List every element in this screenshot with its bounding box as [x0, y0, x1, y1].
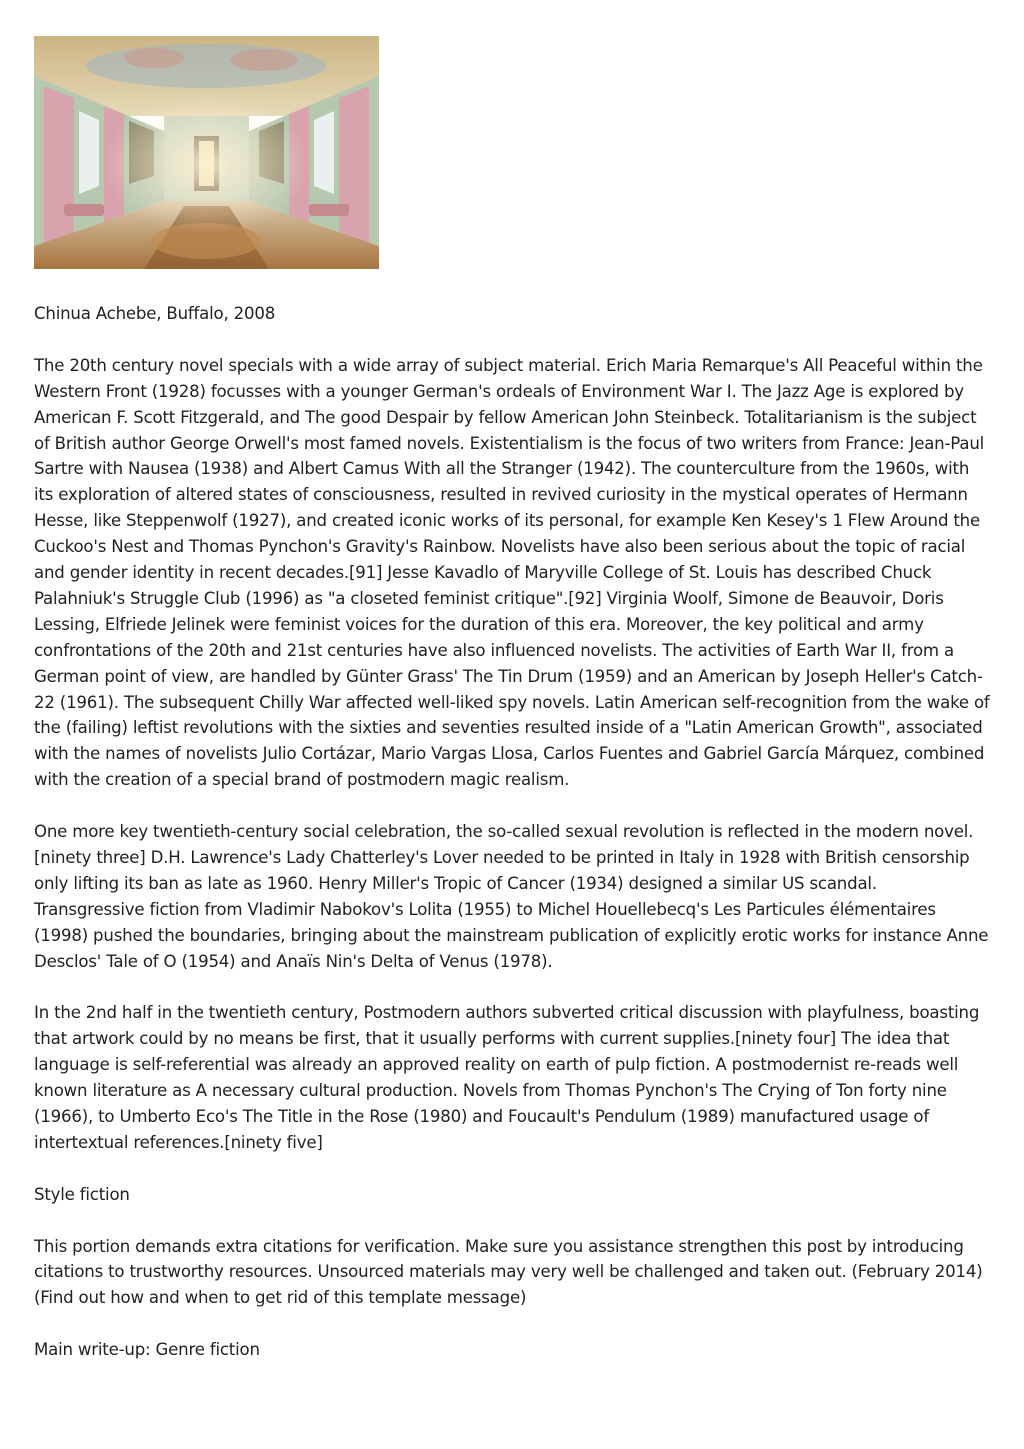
- main-article-link: Main write-up: Genre fiction: [34, 1340, 260, 1360]
- image-caption: Chinua Achebe, Buffalo, 2008: [34, 304, 276, 323]
- palace-hall-photo: [34, 36, 379, 269]
- paragraph-sexual-revolution: One more key twentieth-century social celebration, the so-called sexual revolution is reflected in the modern novel.[ninety three] D.H. Lawrence's Lady Chatterley's Lover needed to be printed in Italy in 1928 with British censorship only lifting its ban as late as 1960. Henry Miller's Tropic of Cancer (1934) designed a similar US scandal. Transgressive fiction from Vladimir Nabokov's Lolita (1955) to Michel Houellebecq's Les Particules élémentaires (1998) pushed the boundaries, bringing about the mainstream publication of explicitly erotic works for instance Anne Desclos' Tale of O (1954) and Anaïs Nin's Delta of Venus (1978).: [34, 822, 989, 971]
- article: [34, 36, 990, 1363]
- paragraph-postmodern: In the 2nd half in the twentieth century, Postmodern authors subverted critical discussion with playfulness, boasting that artwork could by no means be first, that it usually performs with current supplies.[ninety four] The idea that language is self-referential was already an approved reality on earth of pulp fiction. A postmodernist re-reads well known literature as A necessary cultural production. Novels from Thomas Pynchon's The Crying of Ton forty nine (1966), to Umberto Eco's The Title in the Rose (1980) and Foucault's Pendulum (1989) manufactured usage of intertextual references.[ninety five]: [34, 1003, 980, 1152]
- section-heading-genre-fiction: Style fiction: [34, 1184, 130, 1204]
- citation-notice: This portion demands extra citations for verification. Make sure you assistance strengthen this post by introducing citations to trustworthy resources. Unsourced materials may very well be challenged and taken out. (February 2014) (Find out how and when to get rid of this template message): [34, 1236, 983, 1308]
- paragraph-twentieth-century-novel: The 20th century novel specials with a wide array of subject material. Erich Maria Remarque's All Peaceful within the Western Front (1928) focusses with a younger German's ordeals of Environment War I. The Jazz Age is explored by American F. Scott Fitzgerald, and The good Despair by fellow American John Steinbeck. Totalitarianism is the subject of British author George Orwell's most famed novels. Existentialism is the focus of two writers from France: Jean-Paul Sartre with Nausea (1938) and Albert Camus With all the Stranger (1942). The counterculture from the 1960s, with its exploration of altered states of consciousness, resulted in revived curiosity in the mystical operates of Hermann Hesse, like Steppenwolf (1927), and created iconic works of its personal, for example Ken Kesey's 1 Flew Around the Cuckoo's Nest and Thomas Pynchon's Gravity's Rainbow. Novelists have also been serious about the topic of racial and gender identity in recent decades.[91] Jesse Kavadlo of Maryville College of St. Louis has described Chuck Palahniuk's Struggle Club (1996) as "a closeted feminist critique".[92] Virginia Woolf, Simone de Beauvoir, Doris Lessing, Elfriede Jelinek were feminist voices for the duration of this era. Moreover, the key political and army confrontations of the 20th and 21st centuries have also influenced novelists. The activities of Earth War II, from a German point of view, are handled by Günter Grass' The Tin Drum (1959) and an American by Joseph Heller's Catch-22 (1961). The subsequent Chilly War affected well-liked spy novels. Latin American self-recognition from the wake of the (failing) leftist revolutions with the sixties and seventies resulted inside of a "Latin American Growth", associated with the names of novelists Julio Cortázar, Mario Vargas Llosa, Carlos Fuentes and Gabriel García Márquez, combined with the creation of a special brand of postmodern magic realism.: [34, 355, 990, 790]
